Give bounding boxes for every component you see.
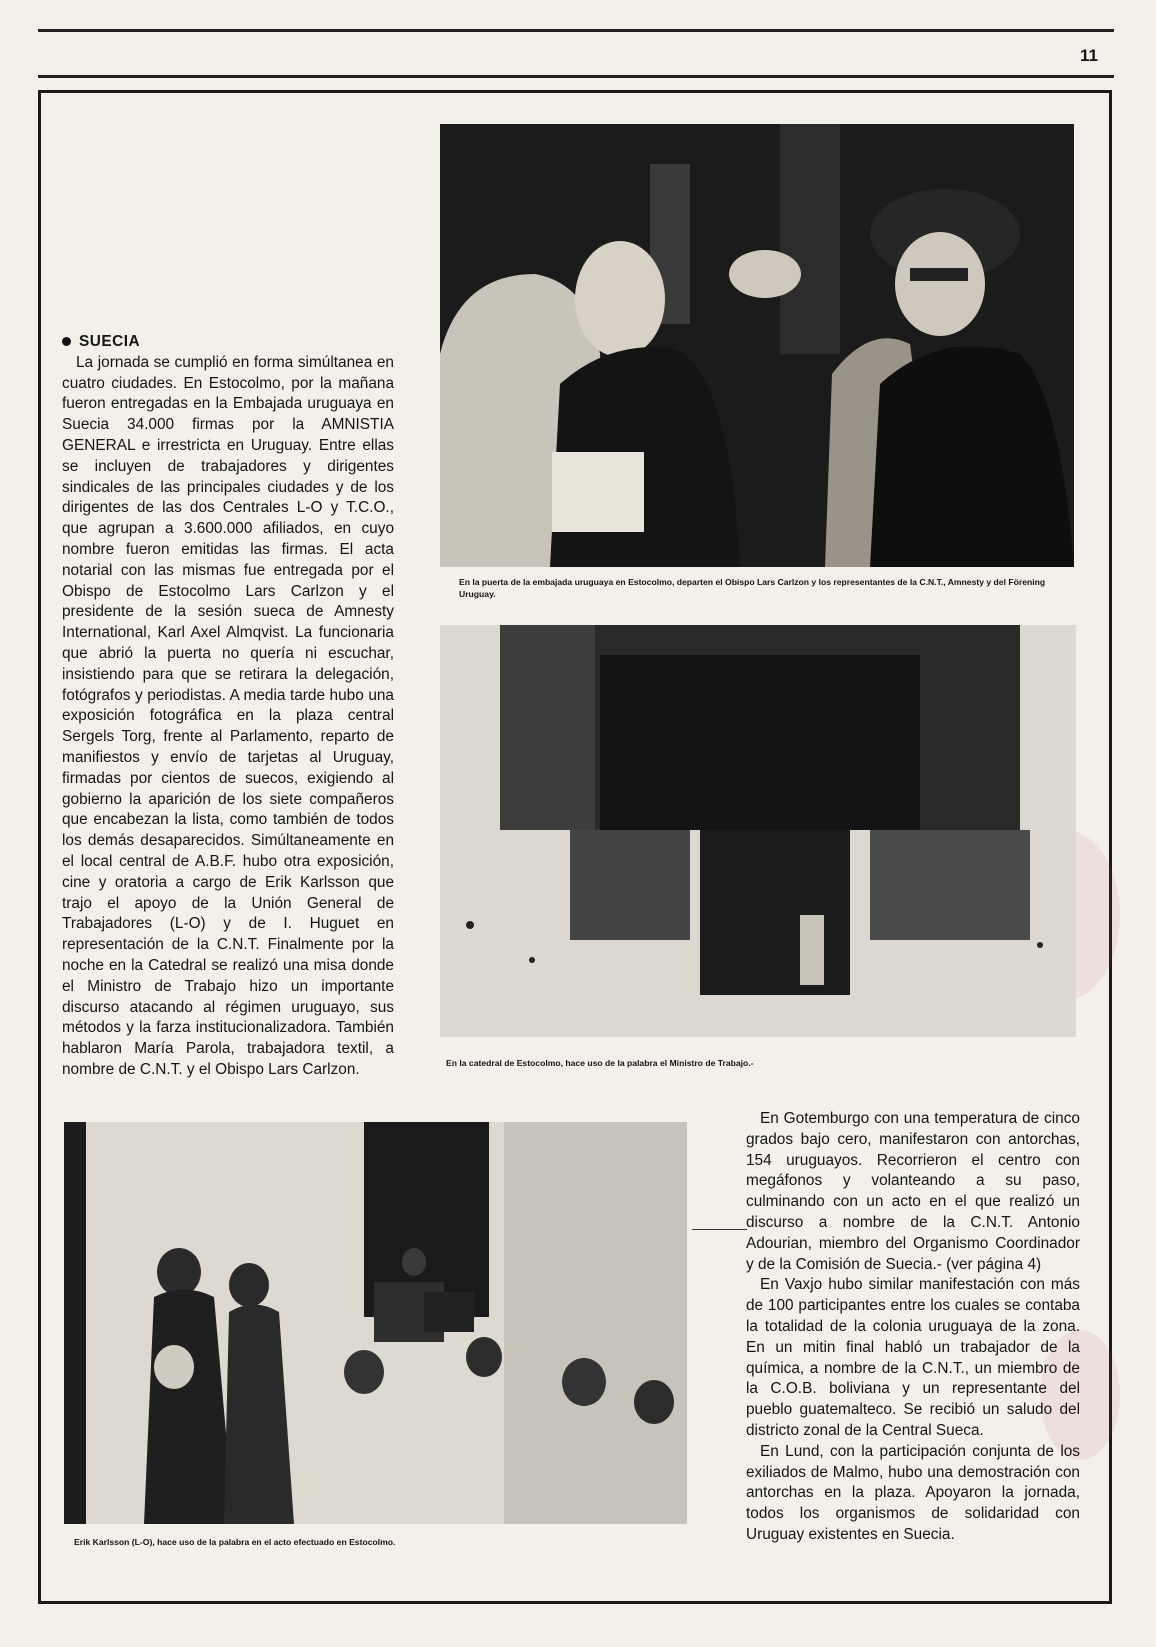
margin-mark	[692, 1229, 747, 1230]
paragraph-lund: En Lund, con la participación conjunta de los exiliados de Malmo, hubo una demostración con antorchas en la plaza. Apoyaron la jornada, todos los organismos de solidaridad con Uruguay existentes en Suecia.	[746, 1442, 1080, 1543]
caption-embassy: En la puerta de la embajada uruguaya en Estocolmo, departen el Obispo Lars Carlzon y los representantes de la C.N.T., Amnesty y del Förening Uruguay.	[459, 577, 1046, 599]
photo-cathedral	[440, 625, 1076, 1037]
photo-embassy-image	[440, 124, 1074, 567]
caption-karlsson: Erik Karlsson (L-O), hace uso de la palabra en el acto efectuado en Estocolmo.	[74, 1537, 396, 1547]
section-heading	[62, 332, 394, 353]
top-rule	[38, 29, 1114, 32]
photo-karlsson-image	[64, 1122, 687, 1524]
paragraph-vaxjo: En Vaxjo hubo similar manifestación con más de 100 participantes entre los cuales se contaba la totalidad de la colonia uruguaya de la zona. En un mitin final habló un trabajador de la química, a nombre de la C.N.T., un miembro de la C.O.B. boliviana y un representante del pueblo guatemalteco. Se recibió un saludo del districto zonal de la Central Sueca.	[746, 1276, 1080, 1439]
left-column	[62, 332, 394, 1081]
header-rule	[38, 75, 1114, 78]
photo-karlsson-speech	[64, 1122, 687, 1524]
page-number: 11	[1080, 46, 1098, 65]
caption-cathedral: En la catedral de Estocolmo, hace uso de la palabra el Ministro de Trabajo.-	[446, 1058, 754, 1068]
photo-embassy-door	[440, 124, 1074, 567]
photo-cathedral-image	[440, 625, 1076, 1037]
paragraph-gotemburgo: En Gotemburgo con una temperatura de cinco grados bajo cero, manifestaron con antorchas, 154 uruguayos. Recorrieron el centro con megáfonos y volanteando a su paso, culminando con un acto en el que realizó un discurso a nombre de la C.N.T. Antonio Adourian, miembro del Organismo Coordinador y de la Comisión de Suecia.- (ver página 4)	[746, 1110, 1080, 1273]
article-body-left: La jornada se cumplió en forma simúltanea en cuatro ciudades. En Estocolmo, por la mañana fueron entregadas en la Embajada uruguaya en Suecia 34.000 firmas por la AMNISTIA GENERAL e irrestricta en Uruguay. Entre ellas se incluyen de trabajadores y dirigentes sindicales de las principales ciudades y de los dirigentes de las dos Centrales L-O y T.C.O., que agrupan a 3.600.000 afiliados, en cuyo nombre fueron emitidas las firmas. El acta notarial con las mismas fue entregada por el Obispo de Estocolmo Lars Carlzon y el presidente de la sesión sueca de Amnesty International, Karl Axel Almqvist. La funcionaria que abrió la puerta no quería ni escuchar, insistiendo para que se retirara la delegación, fotógrafos y periodistas. A media tarde hubo una exposición fotográfica en la plaza central Sergels Torg, frente al Parlamento, reparto de manifiestos y envío de tarjetas al Uruguay, firmadas por cientos de suecos, exigiendo al gobierno la aparición de los siete compañeros que encabezan la lista, como también de todos los demás desaparecidos. Simúltaneamente en el local central de A.B.F. hubo otra exposición, cine y oratoria a cargo de Erik Karlsson que trajo el apoyo de la Unión General de Trabajadores (L-O) y de I. Huguet en representación de la C.N.T. Finalmente por la noche en la Catedral se realizó una misa donde el Ministro de Trabajo hizo un importante discurso atacando al régimen uruguayo, sus métodos y la farza institucionalizadora. También hablaron María Parola, trabajadora textil, a nombre de C.N.T. y el Obispo Lars Carlzon.	[62, 353, 394, 1078]
section-heading-text: SUECIA	[79, 333, 141, 350]
right-column	[746, 1109, 1080, 1546]
bullet-icon	[62, 337, 71, 346]
